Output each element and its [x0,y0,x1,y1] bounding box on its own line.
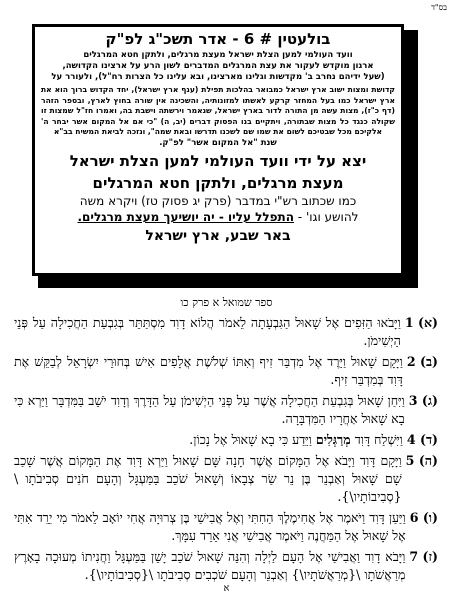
bulletin-line-2: ארגון מוקדש לעקור את עצת המרגלים המדברים לשון הרע על ארצינו הקדושה, [62,61,374,71]
verse-text: וַיָּבֹא דָוִד וַאֲבִישַׁי אֶל הָעָם לַיְלָה וְהִנֵּה שָׁאוּל שֹׁכֵב יָשֵׁן בַּמַּעְגָּל וַחֲנִיתוֹ מְעוּכָה בָאָרֶץ מְרַאֲשֹׁתָו \{מְרַאֲשֹׁתָיו\} וְאַבְנֵר וְהָעָם שֹׁכְבִים סְבִיבֹתָו \{סְבִיבוֹתָיו\}. [14,549,406,582]
verse-7 [14,548,438,584]
verse-text-before: וַיִּשְׁלַח דָּוִד [350,432,403,447]
bulletin-place: באר שבע, ארץ ישראל [145,227,291,244]
prayer-line [41,210,395,225]
page-number: א [223,583,230,594]
verse-3 [14,392,438,428]
verse-text: וַיָּקָם דָּוִד וַיָּבֹא אֶל הַמָּקוֹם אֲשֶׁר חָנָה שָּׁם שָׁאוּל וַיַּרְא דָּוִד אֶת הַמָּקוֹם אֲשֶׁר שָׁכַב שָׁם שָׁאוּל וְאַבְנֵר בֶּן נֵר שַׂר צְבָאוֹ וְשָׁאוּל שֹׁכֵב בַּמַּעְגָּל וְהָעָם חֹנִים סְבִיבֹתָו \{סְבִיבוֹתָיו\}. [14,453,402,504]
page-marker: בס"ד [431,3,447,12]
verse-1 [14,314,438,350]
verse-number: 2 (ב) [406,354,438,369]
verse-text [14,431,403,449]
issued-line-1: יצא על ידי וועד העולמי למען הצלת ישראל [69,151,367,170]
verse-text-emphasis: מְרַגְּלִים [315,432,351,447]
verse-number: 3 (ג) [408,393,438,408]
verse-text: וַיַּעַן דָּוִד וַיֹּאמֶר אֶל אֲחִימֶלֶךְ הַחִתִּי וְאֶל אֲבִישַׁי בֶּן צְרוּיָה אֲחִי יוֹאָב לֵאמֹר מִי יֵרֵד אִתִּי אֶל שָׁאוּל אֶל הַמַּחֲנֶה וַיֹּאמֶר אֲבִישַׁי אֲנִי אֵרֵד עִמָּךְ. [14,510,406,543]
verse-5 [14,452,438,506]
verse-text-after: וַיֵּדַע כִּי בָא שָׁאוּל אֶל נָכוֹן. [189,432,316,447]
bulletin-org-line: וועד העולמי למען הצלת ישראל מעצת מרגלים, ולתקן חטא המרגלים [83,50,353,60]
verse-number: 7 (ז) [409,549,438,564]
verse-4 [14,431,438,449]
bulletin-line-3: (שעל ידיהם נחרב ב' מקדשות וגלינו מארצינו, ובא עלינו כל הצרות רח"ל), ולעורר על [51,72,385,82]
bulletin-year-line: שנת "אל המקום אשר" לפ"ק. [159,137,277,148]
verse-text: וַיָּקָם שָׁאוּל וַיֵּרֶד אֶל מִדְבַּר זִיף וְאִתּוֹ שְׁלֹשֶׁת אֲלָפִים אִישׁ בְּחוּרֵי יִשְׂרָאֵל לְבַקֵּשׁ אֶת דָּוִד בְּמִדְבַּר זִיף. [14,354,403,387]
bulletin-title: בולעטין # 6 - אדר תשכ"ג לפ"ק [105,30,331,48]
bulletin-box [32,24,404,276]
verse-number: 5 (ה) [405,453,438,468]
verse-number: 4 (ד) [406,432,438,447]
section-title: ספר שמואל א פרק כו [180,296,273,309]
bulletin-paragraph: קדושת ומצות ישוב ארץ ישראל כמבואר בהלכות תפילת (ענף ארץ ישראל), יחד הקדוש ברוך הוא את ארץ ישראל כמו בעל המחזר קרקע לאשתו למזונותיה, והשכינה אין שורה בחוץ לארץ, ובספר הזהר (דף כ"ז), מצות עשה מן התורה לדור בארץ ישראל, שנאמר וירשתה וישבת בה, ואמרו חז"ל שמצות זו שקולה כנגד כל מצות שבתורה, ויתקיים בנו הפסוק דברים (יב, ה) "כי אם אל המקום אשר יבחר ה' אלקיכם מכל שבטיכם לשום את שמו שם לשכנו תדרשו ובאת שמה", ונזכה לביאת המשיח בב"א [41,85,395,136]
verse-text: וַיָּבֹאוּ הַזִּפִים אֶל שָׁאוּל הַגִּבְעָתָה לֵאמֹר הֲלוֹא דָוִד מִסְתַּתֵּר בְּגִבְעַת הַחֲכִילָה עַל פְּנֵי הַיְשִׁימֹן. [14,315,401,348]
prayer-line-emphasis: התפלל עליו - יה יושיעך מעצת מרגלים. [77,209,294,224]
verse-6 [14,509,438,545]
rashi-line: כמו שכתוב רש"י במדבר (פרק יג פסוק טז) ויקרא משה [79,193,357,208]
prayer-line-prefix: להושע וגו' - [293,209,359,224]
verse-number: 1 (א) [404,315,438,330]
verse-2 [14,353,438,389]
issued-line-2: מעצת מרגלים, ולתקן חטא המרגלים [92,173,344,192]
verse-number: 6 (ו) [409,510,438,525]
verse-list [14,314,438,587]
verse-text: וַיִּחַן שָׁאוּל בְּגִבְעַת הַחֲכִילָה אֲשֶׁר עַל פְּנֵי הַיְשִׁימֹן עַל הַדָּרֶךְ וְדָוִד יֹשֵׁב בַּמִּדְבָּר וַיַּרְא כִּי בָא שָׁאוּל אַחֲרָיו הַמִּדְבָּרָה. [14,393,405,426]
